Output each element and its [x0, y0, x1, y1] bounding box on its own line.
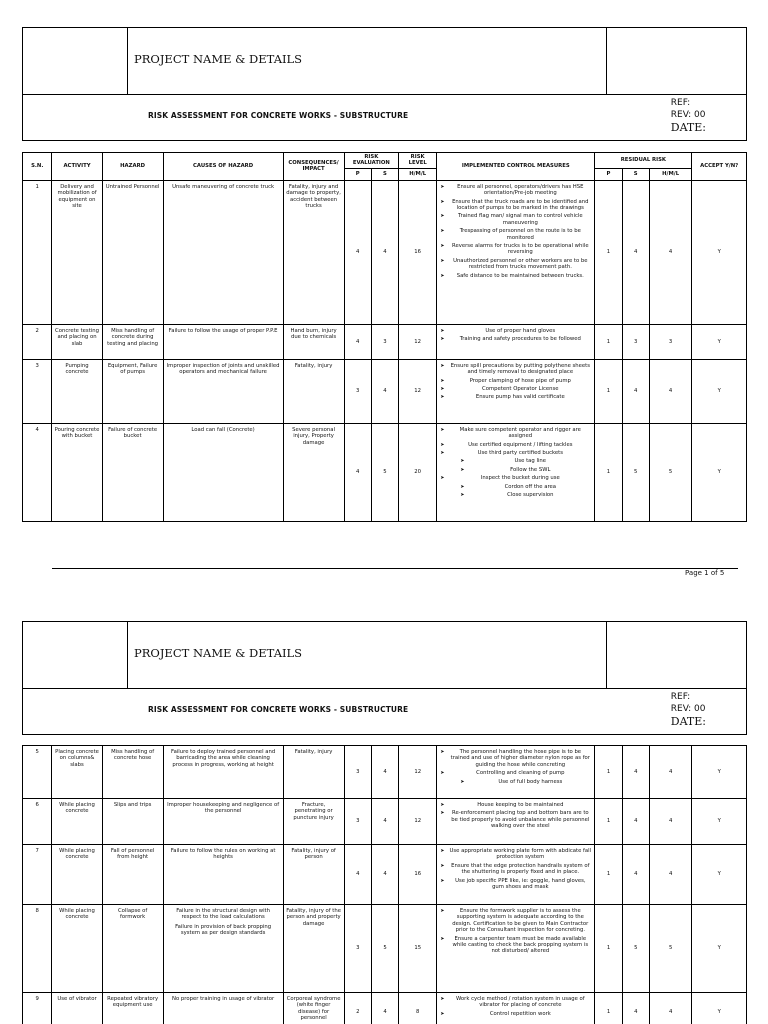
col-p: P [344, 168, 371, 180]
arrow-bullet-icon: ➤ [440, 810, 445, 817]
arrow-bullet-icon: ➤ [440, 272, 445, 279]
row-causes [163, 324, 283, 359]
page-number: Page 1 of 5 [685, 569, 725, 577]
row-accept: Y [692, 993, 747, 1024]
row-risk-level: 15 [399, 905, 437, 993]
row-residual-p: 1 [595, 746, 622, 799]
footer-divider [52, 568, 738, 569]
col-residual-s: S [622, 168, 649, 180]
row-consequences: Fatality, injury [283, 359, 344, 423]
risk-table-body-page2 [23, 746, 747, 1024]
row-sn: 9 [23, 993, 52, 1024]
row-risk-p: 3 [344, 746, 371, 799]
arrow-bullet-icon: ➤ [440, 770, 445, 777]
row-risk-s: 3 [371, 324, 398, 359]
row-consequences: Fracture, penetrating or puncture injury [283, 799, 344, 845]
control-measure-text: Controlling and cleaning of pump [476, 770, 565, 777]
control-measure-text: Re-enforcement placing top and bottom bars are to be tied properly to avoid unbalance while personnel walking over the steel [451, 810, 590, 830]
control-measure-text: Ensure pump has valid certificate [475, 394, 565, 401]
row-risk-s: 4 [371, 180, 398, 324]
client-logo-placeholder [606, 28, 746, 94]
arrow-bullet-icon: ➤ [440, 198, 445, 205]
control-measure-text: Use of proper hand gloves [485, 327, 556, 334]
control-measure-text: House keeping to be maintained [477, 802, 564, 808]
control-measure-text: Ensure a carpenter team must be made available while casting to check the back propping system is not disturbed/ altered [452, 935, 589, 955]
assessment-title: RISK ASSESSMENT FOR CONCRETE WORKS - SUBSTRUCTURE [148, 705, 409, 714]
row-consequences: Fatality, injury of person [283, 845, 344, 905]
control-measure-item [440, 779, 591, 785]
arrow-bullet-icon: ➤ [440, 377, 445, 384]
col-causes: CAUSES OF HAZARD [163, 153, 283, 181]
row-accept: Y [692, 799, 747, 845]
row-residual-s: 4 [622, 359, 649, 423]
row-accept: Y [692, 359, 747, 423]
row-residual-level: 4 [649, 180, 692, 324]
row-residual-s: 3 [622, 324, 649, 359]
arrow-bullet-icon: ➤ [440, 426, 445, 433]
control-measure-text: Use tag line [514, 458, 547, 465]
row-residual-p: 1 [595, 324, 622, 359]
control-measure-item [440, 863, 591, 876]
arrow-bullet-icon: ➤ [440, 228, 445, 235]
row-consequences: Fatality, injury [283, 746, 344, 799]
row-residual-s: 4 [622, 180, 649, 324]
cause-text: Failure in the structural design with respect to the load calculations [176, 908, 270, 921]
control-measure-item [440, 386, 591, 392]
row-consequences: Hand burn, injury due to chemicals [283, 324, 344, 359]
col-sn: S.N. [23, 153, 52, 181]
risk-table-body-page1 [23, 180, 747, 521]
col-s: S [371, 168, 398, 180]
control-measure-item [440, 378, 591, 384]
row-activity: Use of vibrator [52, 993, 102, 1024]
row-sn: 3 [23, 359, 52, 423]
control-measure-text: The personnel handling the hose pipe is to be trained and use of higher diameter nylon rope as for guiding the hose while concreting [450, 749, 590, 768]
control-measure-text: Work cycle method / rotation system in usage of vibrator for placing of concrete [456, 996, 585, 1009]
table-row [23, 799, 747, 845]
arrow-bullet-icon: ➤ [440, 862, 445, 869]
row-controls [437, 905, 595, 993]
date-label: DATE: [670, 715, 706, 728]
arrow-bullet-icon: ➤ [440, 327, 445, 334]
row-residual-level: 5 [649, 905, 692, 993]
row-controls [437, 180, 595, 324]
table-row [23, 180, 747, 324]
arrow-bullet-icon: ➤ [460, 466, 465, 473]
arrow-bullet-icon: ➤ [440, 802, 445, 808]
row-risk-level: 16 [399, 180, 437, 324]
control-measure-item [440, 484, 591, 490]
table-row [23, 993, 747, 1024]
ref-label: REF: [670, 692, 691, 702]
ref-block [671, 97, 706, 134]
col-accept: ACCEPT Y/N? [692, 153, 747, 181]
control-measure-text: Proper clamping of hose pipe of pump [469, 377, 571, 384]
row-activity: While placing concrete [52, 905, 102, 993]
control-measure-text: Trespassing of personnel on the route is to be monitored [459, 228, 581, 241]
row-risk-s: 5 [371, 905, 398, 993]
arrow-bullet-icon: ➤ [460, 483, 465, 490]
row-activity: Placing concrete on columns& slabs [52, 746, 102, 799]
row-risk-p: 4 [344, 180, 371, 324]
col-hazard: HAZARD [102, 153, 163, 181]
row-residual-level: 4 [649, 359, 692, 423]
row-causes [163, 799, 283, 845]
row-risk-p: 3 [344, 905, 371, 993]
row-residual-p: 1 [595, 799, 622, 845]
control-measure-item [440, 802, 591, 808]
arrow-bullet-icon: ➤ [440, 935, 445, 942]
row-sn: 1 [23, 180, 52, 324]
control-measure-item [440, 258, 591, 271]
control-measure-text: Trained flag man/ signal man to control vehicle maneuvering [458, 213, 583, 226]
row-residual-level: 4 [649, 845, 692, 905]
control-measure-item [440, 336, 591, 342]
row-consequences: Severe personal injury, Property damage [283, 423, 344, 521]
control-measure-item [440, 458, 591, 464]
table-row [23, 905, 747, 993]
control-measure-item [440, 848, 591, 861]
ref-label: REF: [670, 98, 691, 108]
control-measure-text: Unauthorized personnel or other workers are to be restricted from trucks movement path. [453, 257, 588, 271]
row-causes [163, 905, 283, 993]
row-controls [437, 324, 595, 359]
row-controls [437, 799, 595, 845]
arrow-bullet-icon: ➤ [460, 778, 465, 785]
ref-block [671, 691, 706, 728]
arrow-bullet-icon: ➤ [440, 877, 445, 884]
row-risk-p: 3 [344, 799, 371, 845]
row-residual-p: 1 [595, 359, 622, 423]
logo-placeholder [23, 28, 128, 94]
page1-header [22, 27, 747, 141]
control-measure-item [440, 492, 591, 498]
row-activity: Concrete testing and placing on slab [52, 324, 102, 359]
control-measure-item [440, 878, 591, 891]
control-measure-item [440, 908, 591, 934]
row-consequences: Fatality, injury and damage to property, accident between trucks [283, 180, 344, 324]
row-residual-level: 3 [649, 324, 692, 359]
row-risk-level: 8 [399, 993, 437, 1024]
row-hazard: Equipment, Failure of pumps [102, 359, 163, 423]
row-risk-p: 2 [344, 993, 371, 1024]
logo-placeholder [23, 622, 128, 688]
row-hazard: Fall of personnel from height [102, 845, 163, 905]
control-measure-text: Follow the SWL [510, 466, 551, 473]
row-residual-level: 4 [649, 799, 692, 845]
row-residual-level: 4 [649, 746, 692, 799]
arrow-bullet-icon: ➤ [440, 450, 445, 457]
row-hazard: Failure of concrete bucket [102, 423, 163, 521]
row-causes [163, 180, 283, 324]
col-controls: IMPLEMENTED CONTROL MEASURES [437, 153, 595, 181]
row-hazard: Untrained Personnel [102, 180, 163, 324]
row-residual-s: 4 [622, 845, 649, 905]
arrow-bullet-icon: ➤ [440, 386, 445, 393]
col-risk-evaluation: RISK EVALUATION [344, 153, 399, 169]
row-hazard: Slips and trips [102, 799, 163, 845]
row-hazard: Miss handling of concrete hose [102, 746, 163, 799]
control-measure-text: Safe distance to be maintained between trucks. [456, 272, 584, 279]
control-measure-item [440, 363, 591, 376]
table-row [23, 746, 747, 799]
row-activity: Pouring concrete with bucket [52, 423, 102, 521]
date-label: DATE: [670, 121, 706, 134]
row-residual-p: 1 [595, 845, 622, 905]
control-measure-item [440, 467, 591, 473]
arrow-bullet-icon: ➤ [440, 441, 445, 448]
row-risk-level: 12 [399, 799, 437, 845]
arrow-bullet-icon: ➤ [440, 213, 445, 220]
arrow-bullet-icon: ➤ [440, 183, 445, 190]
cause-text: Failure to follow the usage of proper P.P.E [168, 327, 278, 334]
row-accept: Y [692, 905, 747, 993]
control-measure-text: Inspect the bucket during use [480, 475, 560, 482]
row-controls [437, 845, 595, 905]
row-sn: 6 [23, 799, 52, 845]
row-residual-level: 5 [649, 423, 692, 521]
rev-label: REV: 00 [670, 704, 706, 714]
table-row [23, 423, 747, 521]
control-measure-item [440, 427, 591, 440]
row-causes [163, 845, 283, 905]
control-measure-item [440, 394, 591, 400]
row-risk-level: 16 [399, 845, 437, 905]
project-title: PROJECT NAME & DETAILS [134, 52, 303, 66]
risk-table-page2 [22, 745, 747, 1024]
risk-table-page1 [22, 152, 747, 522]
col-risk-level: RISK LEVEL [399, 153, 437, 169]
control-measure-item [440, 450, 591, 456]
col-residual-risk: RESIDUAL RISK [595, 153, 692, 169]
row-risk-s: 4 [371, 993, 398, 1024]
row-causes [163, 993, 283, 1024]
arrow-bullet-icon: ➤ [460, 492, 465, 499]
control-measure-item [440, 328, 591, 334]
row-activity: While placing concrete [52, 845, 102, 905]
row-sn: 4 [23, 423, 52, 521]
row-controls [437, 993, 595, 1024]
control-measure-item [440, 810, 591, 829]
cause-text: Failure to deploy trained personnel and barricading the area while cleaning process in progress, working at height [171, 749, 276, 768]
control-measure-item [440, 475, 591, 481]
client-logo-placeholder [606, 622, 746, 688]
row-activity: Pumping concrete [52, 359, 102, 423]
control-measure-item [440, 936, 591, 955]
control-measure-item [440, 184, 591, 197]
cause-text: Load can fall (Concrete) [191, 426, 255, 433]
row-activity: Delivery and mobilization of equipment on site [52, 180, 102, 324]
row-activity: While placing concrete [52, 799, 102, 845]
row-risk-s: 4 [371, 845, 398, 905]
row-risk-level: 12 [399, 359, 437, 423]
row-hazard: Collapse of formwork [102, 905, 163, 993]
control-measure-text: Training and safety procedures to be followed [459, 336, 581, 343]
row-consequences: Corporeal syndrome (white finger disease) for personnel [283, 993, 344, 1024]
rev-label: REV: 00 [670, 110, 706, 120]
row-sn: 2 [23, 324, 52, 359]
row-residual-s: 5 [622, 423, 649, 521]
control-measure-text: Use of full body harness [498, 778, 563, 785]
col-activity: ACTIVITY [52, 153, 102, 181]
control-measure-text: Ensure the formwork supplier is to assess the supporting system is adequate according to the design. Certification to be given to Main Contractor prior to the Consultant inspection for concreting. [452, 908, 589, 934]
control-measure-item [440, 273, 591, 279]
control-measure-text: Use job specific PPE like, ie: goggle, hand gloves, gum shoes and mask [455, 877, 586, 891]
control-measure-text: Reverse alarms for trucks is to be operational while reversing [452, 243, 589, 256]
row-causes [163, 423, 283, 521]
control-measure-item [440, 199, 591, 212]
page2-header [22, 621, 747, 735]
row-residual-s: 4 [622, 799, 649, 845]
cause-text: Improper inspection of joints and unskilled operators and mechanical failure [166, 362, 280, 376]
assessment-title: RISK ASSESSMENT FOR CONCRETE WORKS - SUBSTRUCTURE [148, 111, 409, 120]
control-measure-item [440, 243, 591, 256]
control-measure-text: Use certified equipment / lifting tackles [468, 441, 573, 448]
row-residual-s: 4 [622, 993, 649, 1024]
arrow-bullet-icon: ➤ [440, 394, 445, 401]
row-controls [437, 359, 595, 423]
row-controls [437, 423, 595, 521]
row-causes [163, 359, 283, 423]
arrow-bullet-icon: ➤ [440, 257, 445, 264]
row-residual-p: 1 [595, 905, 622, 993]
row-risk-level: 20 [399, 423, 437, 521]
control-measure-item [440, 996, 591, 1009]
row-sn: 7 [23, 845, 52, 905]
row-risk-s: 4 [371, 746, 398, 799]
arrow-bullet-icon: ➤ [440, 336, 445, 343]
control-measure-text: Use appropriate working plate form with abdicate fall protection system [449, 848, 592, 861]
control-measure-text: Ensure that the truck roads are to be identified and location of pumps to be marked in the drawings [452, 198, 589, 212]
row-risk-level: 12 [399, 746, 437, 799]
control-measure-text: Use third party certified buckets [477, 450, 564, 457]
row-accept: Y [692, 180, 747, 324]
arrow-bullet-icon: ➤ [440, 996, 445, 1002]
row-sn: 5 [23, 746, 52, 799]
control-measure-text: Competent Operator License [482, 386, 559, 393]
col-consequences: CONSEQUENCES/ IMPACT [283, 153, 344, 181]
control-measure-text: Ensure spill precautions by putting polythene sheets and timely removal to designated place [450, 362, 591, 376]
arrow-bullet-icon: ➤ [440, 848, 445, 854]
row-residual-p: 1 [595, 180, 622, 324]
row-risk-s: 4 [371, 799, 398, 845]
row-residual-p: 1 [595, 993, 622, 1024]
cause-text: Unsafe maneuvering of concrete truck [172, 183, 275, 190]
row-residual-s: 4 [622, 746, 649, 799]
cause-text: Failure in provision of back propping system as per design standards [175, 923, 272, 937]
control-measure-item [440, 749, 591, 768]
row-hazard: Miss handling of concrete during testing and placing [102, 324, 163, 359]
arrow-bullet-icon: ➤ [440, 243, 445, 250]
arrow-bullet-icon: ➤ [440, 475, 445, 482]
col-residual-hml: H/M/L [649, 168, 692, 180]
control-measure-item [440, 770, 591, 776]
row-sn: 8 [23, 905, 52, 993]
col-residual-p: P [595, 168, 622, 180]
row-risk-level: 12 [399, 324, 437, 359]
row-accept: Y [692, 324, 747, 359]
control-measure-item [440, 213, 591, 226]
control-measure-text: Cordon off the area [504, 483, 557, 490]
cause-text: Failure to follow the rules on working at heights [170, 848, 276, 861]
row-causes [163, 746, 283, 799]
row-residual-p: 1 [595, 423, 622, 521]
arrow-bullet-icon: ➤ [440, 362, 445, 369]
row-residual-level: 4 [649, 993, 692, 1024]
row-accept: Y [692, 845, 747, 905]
project-title: PROJECT NAME & DETAILS [134, 646, 303, 660]
row-accept: Y [692, 423, 747, 521]
row-risk-p: 4 [344, 324, 371, 359]
row-risk-p: 4 [344, 845, 371, 905]
row-controls [437, 746, 595, 799]
row-accept: Y [692, 746, 747, 799]
control-measure-text: Ensure that the edge protection handrails system of the shuttering is properly fixed and in place. [451, 862, 590, 876]
col-hml: H/M/L [399, 168, 437, 180]
arrow-bullet-icon: ➤ [440, 1010, 445, 1017]
control-measure-item [440, 228, 591, 241]
arrow-bullet-icon: ➤ [460, 458, 465, 465]
cause-text: No proper training in usage of vibrator [172, 996, 275, 1002]
row-residual-s: 5 [622, 905, 649, 993]
row-risk-p: 4 [344, 423, 371, 521]
row-hazard: Repeated vibratory equipment use [102, 993, 163, 1024]
control-measure-item [440, 1011, 591, 1017]
control-measure-item [440, 442, 591, 448]
arrow-bullet-icon: ➤ [440, 749, 445, 755]
table-row [23, 324, 747, 359]
control-measure-text: Close supervision [507, 492, 554, 499]
row-risk-s: 4 [371, 359, 398, 423]
table-row [23, 359, 747, 423]
table-row [23, 845, 747, 905]
control-measure-text: Ensure all personnel, operators/drivers has HSE orientation/Pre-job meeting [457, 183, 584, 197]
row-consequences: Fatality, injury of the person and property damage [283, 905, 344, 993]
row-risk-p: 3 [344, 359, 371, 423]
cause-text: Improper housekeeping and negligence of the personnel [167, 802, 280, 815]
arrow-bullet-icon: ➤ [440, 908, 445, 914]
control-measure-text: Make sure competent operator and rigger are assigned [459, 426, 581, 440]
row-risk-s: 5 [371, 423, 398, 521]
control-measure-text: Control repetition work [489, 1010, 551, 1017]
